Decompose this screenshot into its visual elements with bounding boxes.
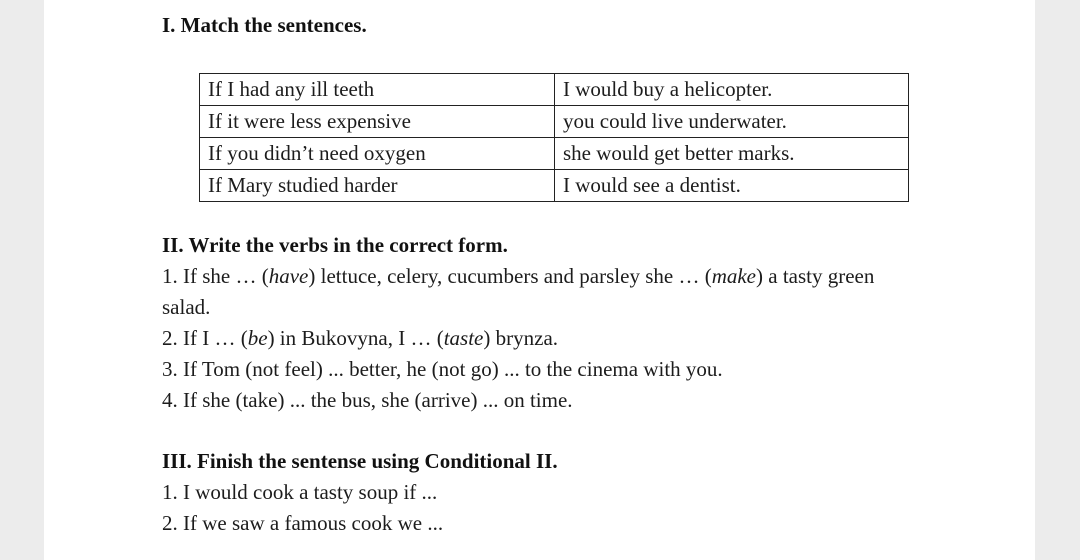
exercise-item-1 [162,264,874,289]
table-row [200,106,909,138]
exercise-item-2 [162,326,558,351]
item-text: 1. If she … ( [162,264,269,288]
table-row [200,170,909,202]
item-text: ) lettuce, celery, cucumbers and parsley she … ( [308,264,712,288]
item-text: 2. If I … ( [162,326,248,350]
item-text: ) a tasty green [756,264,875,288]
item-verb: have [268,264,309,288]
finish-item-2: 2. If we saw a famous cook we ... [162,511,444,535]
section-3-heading: III. Finish the sentense using Conditional II. [162,449,558,473]
exercise-item-1-continuation: salad. [162,295,211,319]
item-verb: make [711,264,756,288]
section-1-heading: I. Match the sentences. [162,13,367,37]
exercise-item-4: 4. If she (take) ... the bus, she (arrive) ... on time. [162,388,573,412]
item-text: ) in Bukovyna, I … ( [267,326,444,350]
table-cell-left: If it were less expensive [200,106,555,138]
section-2-heading: II. Write the verbs in the correct form. [162,233,508,257]
table-cell-right: she would get better marks. [555,138,909,170]
table-row [200,74,909,106]
exercise-item-3: 3. If Tom (not feel) ... better, he (not go) ... to the cinema with you. [162,357,723,381]
finish-item-1: 1. I would cook a tasty soup if ... [162,480,438,504]
match-table [199,73,909,202]
table-cell-left: If Mary studied harder [200,170,555,202]
table-cell-left: If I had any ill teeth [200,74,555,106]
item-verb: taste [443,326,484,350]
item-verb: be [247,326,268,350]
table-cell-right: I would buy a helicopter. [555,74,909,106]
table-cell-left: If you didn’t need oxygen [200,138,555,170]
table-row [200,138,909,170]
table-cell-right: I would see a dentist. [555,170,909,202]
table-cell-right: you could live underwater. [555,106,909,138]
item-text: ) brynza. [483,326,559,350]
